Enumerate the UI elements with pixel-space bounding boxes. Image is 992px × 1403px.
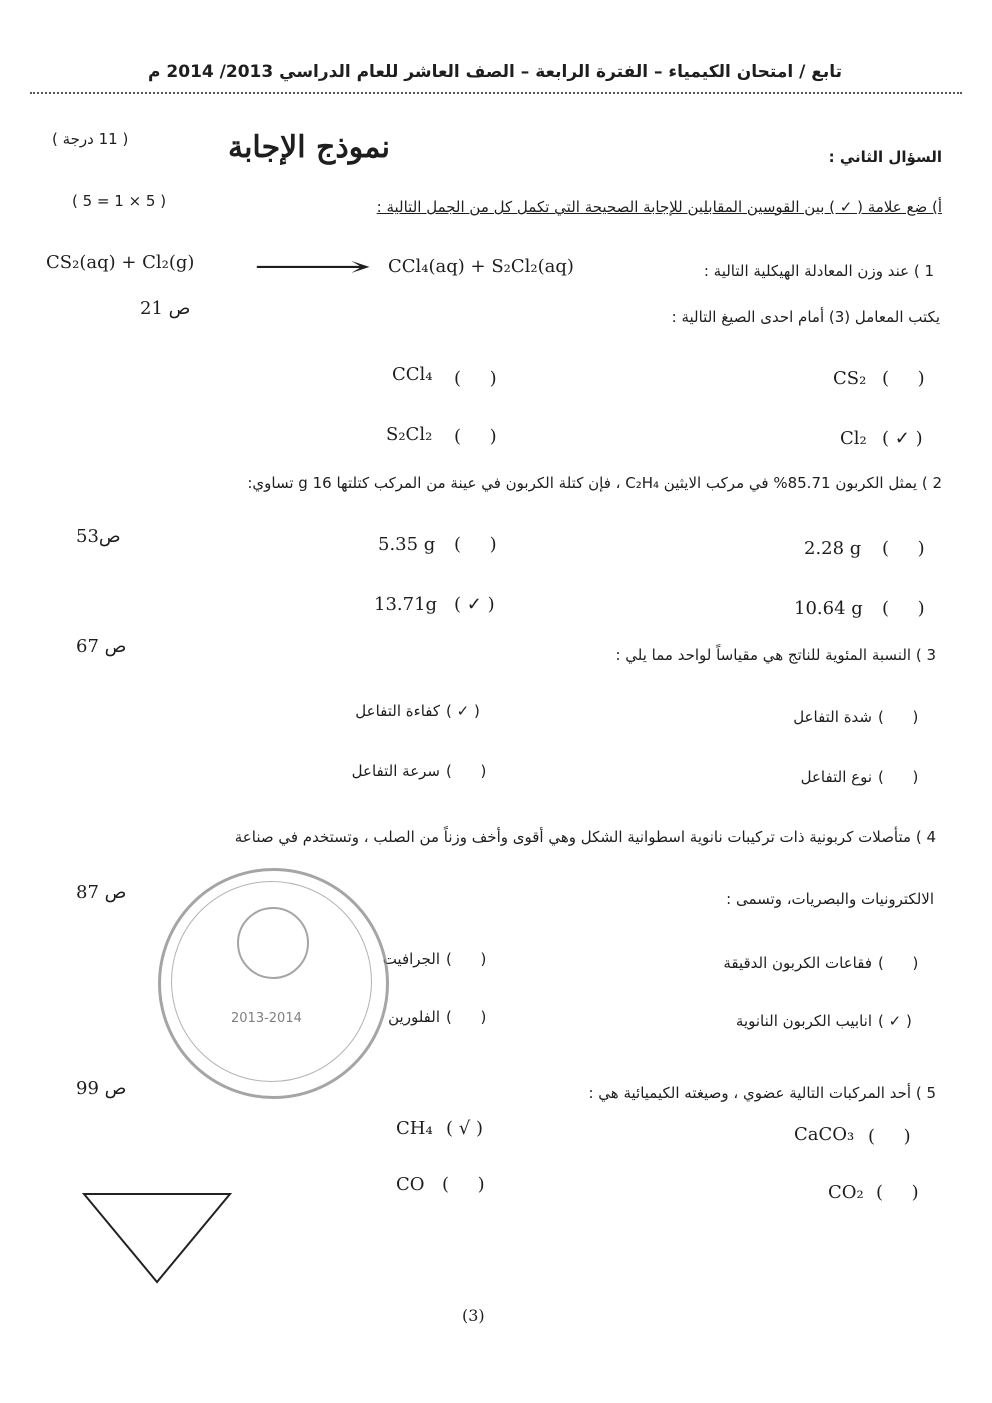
q2-page-ref: ص53: [76, 526, 121, 547]
equation-right: CCl₄(aq) + S₂Cl₂(aq): [388, 256, 574, 277]
q5-stem: 5 ) أحد المركبات التالية عضوي ، وصيغته الكيميائية هي :: [588, 1084, 936, 1102]
q1-option-text: S₂Cl₂: [386, 424, 433, 445]
triangle-shape: [82, 1190, 234, 1286]
q4-option-text: الجرافيت: [382, 950, 440, 968]
equation-arrow: ⟶: [252, 250, 373, 283]
q5-option-checkbox[interactable]: ( ): [868, 1126, 911, 1147]
q5-option-checkbox[interactable]: ( ): [876, 1182, 919, 1203]
total-marks: ( 11 درجة ): [52, 130, 129, 148]
q3-option-text: شدة التفاعل: [793, 708, 872, 726]
q4-stem2: الالكترونيات والبصريات، وتسمى :: [726, 890, 934, 908]
q2-option-text: 13.71g: [374, 594, 438, 615]
q1-option-checkbox[interactable]: ( ✓ ): [882, 428, 923, 449]
q4-option-checkbox[interactable]: ( ): [446, 950, 487, 968]
stamp-emblem-icon: [237, 907, 309, 979]
q5-option-text: CO₂: [828, 1182, 864, 1203]
exam-header: تابع / امتحان الكيمياء – الفترة الرابعة – الصف العاشر للعام الدراسي 2013/ 2014 م: [148, 62, 842, 82]
q3-option-checkbox[interactable]: ( ✓ ): [446, 702, 480, 720]
q5-option-text: CaCO₃: [794, 1124, 855, 1145]
answer-key-title: نموذج الإجابة: [228, 130, 390, 165]
q1-page-ref: ص 21: [140, 298, 191, 319]
q4-option-text: الفلورين: [388, 1008, 440, 1026]
q5-page-ref: ص 99: [76, 1078, 127, 1099]
q4-page-ref: ص 87: [76, 882, 127, 903]
q3-page-ref: ص 67: [76, 636, 127, 657]
header-divider: [30, 92, 962, 94]
q1-option-checkbox[interactable]: ( ): [454, 368, 497, 389]
q5-option-text: CO: [396, 1174, 425, 1195]
q3-option-text: سرعة التفاعل: [351, 762, 440, 780]
equation-left: CS₂(aq) + Cl₂(g): [46, 252, 195, 273]
q5-option-checkbox[interactable]: ( √ ): [446, 1118, 483, 1139]
q4-stem: 4 ) متأصلات كربونية ذات تركيبات نانوية اسطوانية الشكل وهي أقوى وأخف وزناً من الصلب ، وتستخدم في صناعة: [234, 828, 936, 846]
q2-option-text: 10.64 g: [794, 598, 863, 619]
q1-option-text: CS₂: [833, 368, 867, 389]
q2-option-checkbox[interactable]: ( ): [454, 534, 497, 555]
q3-option-text: نوع التفاعل: [800, 768, 872, 786]
q4-option-text: فقاعات الكربون الدقيقة: [723, 954, 872, 972]
official-stamp: [158, 868, 389, 1099]
q1-stem: 1 ) عند وزن المعادلة الهيكلية التالية :: [703, 262, 934, 280]
q3-option-text: كفاءة التفاعل: [355, 702, 440, 720]
question-label: السؤال الثاني :: [828, 148, 942, 166]
q1-option-checkbox[interactable]: ( ): [882, 368, 925, 389]
q4-option-checkbox[interactable]: ( ✓ ): [878, 1012, 912, 1030]
q4-option-mark: ✓: [888, 1012, 902, 1030]
q2-option-checkbox[interactable]: ( ✓ ): [454, 594, 495, 615]
q5-option-text: CH₄: [396, 1118, 433, 1139]
q1-option-text: Cl₂: [840, 428, 867, 449]
q2-option-checkbox[interactable]: ( ): [882, 598, 925, 619]
instruction-marks: ( 5 = 1 × 5 ): [72, 192, 167, 210]
q3-stem: 3 ) النسبة المئوية للناتج هي مقياساً لواحد مما يلي :: [615, 646, 936, 664]
q3-option-checkbox[interactable]: ( ): [446, 762, 487, 780]
q3-option-checkbox[interactable]: ( ): [878, 768, 919, 786]
q4-option-checkbox[interactable]: ( ): [446, 1008, 487, 1026]
q1-option-text: CCl₄: [392, 364, 433, 385]
q2-option-mark: ✓: [466, 594, 482, 615]
page-number: (3): [462, 1306, 485, 1325]
q2-stem: 2 ) يمثل الكربون 85.71% في مركب الايثين C₂H₄ ، فإن كتلة الكربون في عينة من المركب كتلتها 16 g تساوي:: [247, 474, 942, 492]
q1-option-checkbox[interactable]: ( ): [454, 426, 497, 447]
q2-option-text: 5.35 g: [378, 534, 436, 555]
stamp-years: 2013-2014: [231, 1011, 302, 1026]
q3-option-mark: ✓: [456, 702, 470, 720]
instruction-text: أ) ضع علامة ( ✓ ) بين القوسين المقابلين للإجابة الصحيحة التي تكمل كل من الجمل التالية :: [376, 198, 942, 216]
q4-option-text: انابيب الكربون النانوية: [735, 1012, 872, 1030]
q3-option-checkbox[interactable]: ( ): [878, 708, 919, 726]
q2-option-text: 2.28 g: [804, 538, 862, 559]
q2-option-checkbox[interactable]: ( ): [882, 538, 925, 559]
q1-stem2: يكتب المعامل (3) أمام احدى الصيغ التالية :: [671, 308, 940, 326]
q5-option-checkbox[interactable]: ( ): [442, 1174, 485, 1195]
q4-option-checkbox[interactable]: ( ): [878, 954, 919, 972]
q1-option-mark: ✓: [894, 428, 910, 449]
q5-option-mark: √: [458, 1118, 471, 1139]
